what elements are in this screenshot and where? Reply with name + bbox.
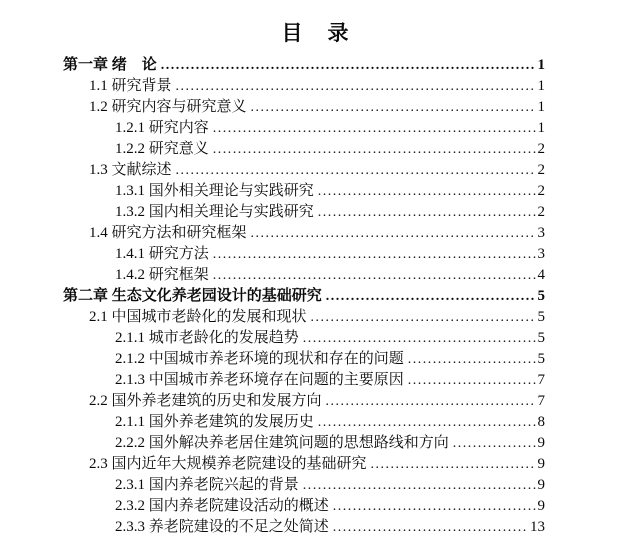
toc-entry[interactable] xyxy=(63,55,545,76)
toc-entry-label: 2.2.2 国外解决养老居住建筑问题的思想路线和方向 xyxy=(115,435,449,451)
toc-entry-page: 5 xyxy=(537,351,545,367)
dot-leader xyxy=(371,455,536,475)
toc-entry[interactable] xyxy=(63,97,545,118)
dot-leader xyxy=(251,224,536,244)
toc-entry-page: 2 xyxy=(537,162,545,178)
toc-entry[interactable] xyxy=(63,202,545,223)
toc-entry-page: 3 xyxy=(537,246,545,262)
toc-entry-label: 1.3.1 国外相关理论与实践研究 xyxy=(115,183,314,199)
toc-entry-label: 2.3.2 国内养老院建设活动的概述 xyxy=(115,498,329,514)
toc-entry-page: 7 xyxy=(537,372,545,388)
toc-entry-label: 1.4 研究方法和研究框架 xyxy=(89,225,247,241)
dot-leader xyxy=(251,98,536,118)
toc-entry-label: 2.3 国内近年大规模养老院建设的基础研究 xyxy=(89,456,367,472)
dot-leader xyxy=(326,287,536,307)
dot-leader xyxy=(318,182,536,202)
toc-entry-label: 2.1.2 中国城市养老环境的现状和存在的问题 xyxy=(115,351,404,367)
toc-entry[interactable] xyxy=(63,286,545,307)
toc-entry[interactable] xyxy=(63,370,545,391)
toc-entry-page: 4 xyxy=(537,267,545,283)
dot-leader xyxy=(453,434,536,454)
toc-entry[interactable] xyxy=(63,223,545,244)
toc-entry-label: 1.2 研究内容与研究意义 xyxy=(89,99,247,115)
toc-entry-label: 1.4.1 研究方法 xyxy=(115,246,209,262)
toc-entry-page: 5 xyxy=(537,309,545,325)
toc-entry[interactable] xyxy=(63,76,545,97)
toc-entry[interactable] xyxy=(63,244,545,265)
toc-entry-label: 2.1 中国城市老龄化的发展和现状 xyxy=(89,309,307,325)
dot-leader xyxy=(311,308,536,328)
toc-entry-page: 2 xyxy=(537,204,545,220)
toc-entry-label: 1.3.2 国内相关理论与实践研究 xyxy=(115,204,314,220)
toc-entry-page: 5 xyxy=(537,288,545,304)
toc-entry[interactable] xyxy=(63,328,545,349)
toc-entry[interactable] xyxy=(63,160,545,181)
toc-entry[interactable] xyxy=(63,118,545,139)
dot-leader xyxy=(303,476,536,496)
dot-leader xyxy=(408,371,536,391)
dot-leader xyxy=(333,497,536,517)
dot-leader xyxy=(213,245,536,265)
toc-entry-page: 3 xyxy=(537,225,545,241)
toc-entry-label: 2.3.1 国内养老院兴起的背景 xyxy=(115,477,299,493)
dot-leader xyxy=(213,266,536,286)
toc-entry-label: 2.2 国外养老建筑的历史和发展方向 xyxy=(89,393,322,409)
toc-entry[interactable] xyxy=(63,496,545,517)
toc-entry[interactable] xyxy=(63,307,545,328)
toc-entry-page: 1 xyxy=(537,57,545,73)
dot-leader xyxy=(176,161,536,181)
toc-entry[interactable] xyxy=(63,454,545,475)
toc-entry-page: 9 xyxy=(537,477,545,493)
toc-entry[interactable] xyxy=(63,391,545,412)
toc-entry[interactable] xyxy=(63,181,545,202)
toc-entry-page: 8 xyxy=(537,414,545,430)
toc-entry-label: 2.1.3 中国城市养老环境存在问题的主要原因 xyxy=(115,372,404,388)
document-page xyxy=(0,21,632,539)
dot-leader xyxy=(303,329,536,349)
toc-entry-page: 2 xyxy=(537,141,545,157)
toc-entry-label: 第二章 生态文化养老园设计的基础研究 xyxy=(63,288,322,304)
toc-entry[interactable] xyxy=(63,349,545,370)
toc-entry-page: 2 xyxy=(537,183,545,199)
dot-leader xyxy=(176,77,536,97)
toc-entry-page: 1 xyxy=(537,99,545,115)
toc-entry-label: 第一章 绪 论 xyxy=(63,57,157,73)
toc-entry-page: 5 xyxy=(537,330,545,346)
dot-leader xyxy=(161,56,536,76)
toc-entry-label: 2.1.1 国外养老建筑的发展历史 xyxy=(115,414,314,430)
toc-entry-page: 1 xyxy=(537,120,545,136)
dot-leader xyxy=(408,350,536,370)
toc-entry-page: 7 xyxy=(537,393,545,409)
toc-entry-label: 2.3.3 养老院建设的不足之处简述 xyxy=(115,519,329,535)
toc-entry-page: 1 xyxy=(537,78,545,94)
toc-entry[interactable] xyxy=(63,265,545,286)
toc-entry-label: 1.2.2 研究意义 xyxy=(115,141,209,157)
toc-entry-label: 1.4.2 研究框架 xyxy=(115,267,209,283)
toc-entry[interactable] xyxy=(63,412,545,433)
dot-leader xyxy=(318,413,536,433)
toc-entry-page: 9 xyxy=(537,456,545,472)
toc-list xyxy=(0,55,632,538)
dot-leader xyxy=(213,140,536,160)
toc-entry[interactable] xyxy=(63,517,545,538)
dot-leader xyxy=(318,203,536,223)
toc-entry-label: 1.2.1 研究内容 xyxy=(115,120,209,136)
dot-leader xyxy=(333,518,528,538)
page-title: 目 录 xyxy=(281,21,351,45)
toc-entry-label: 2.1.1 城市老龄化的发展趋势 xyxy=(115,330,299,346)
dot-leader xyxy=(213,119,536,139)
dot-leader xyxy=(326,392,536,412)
toc-entry-label: 1.1 研究背景 xyxy=(89,78,172,94)
toc-entry-page: 9 xyxy=(537,498,545,514)
toc-entry-page: 13 xyxy=(530,519,545,535)
toc-entry-page: 9 xyxy=(537,435,545,451)
toc-entry[interactable] xyxy=(63,475,545,496)
toc-entry[interactable] xyxy=(63,139,545,160)
toc-entry-label: 1.3 文献综述 xyxy=(89,162,172,178)
toc-entry[interactable] xyxy=(63,433,545,454)
